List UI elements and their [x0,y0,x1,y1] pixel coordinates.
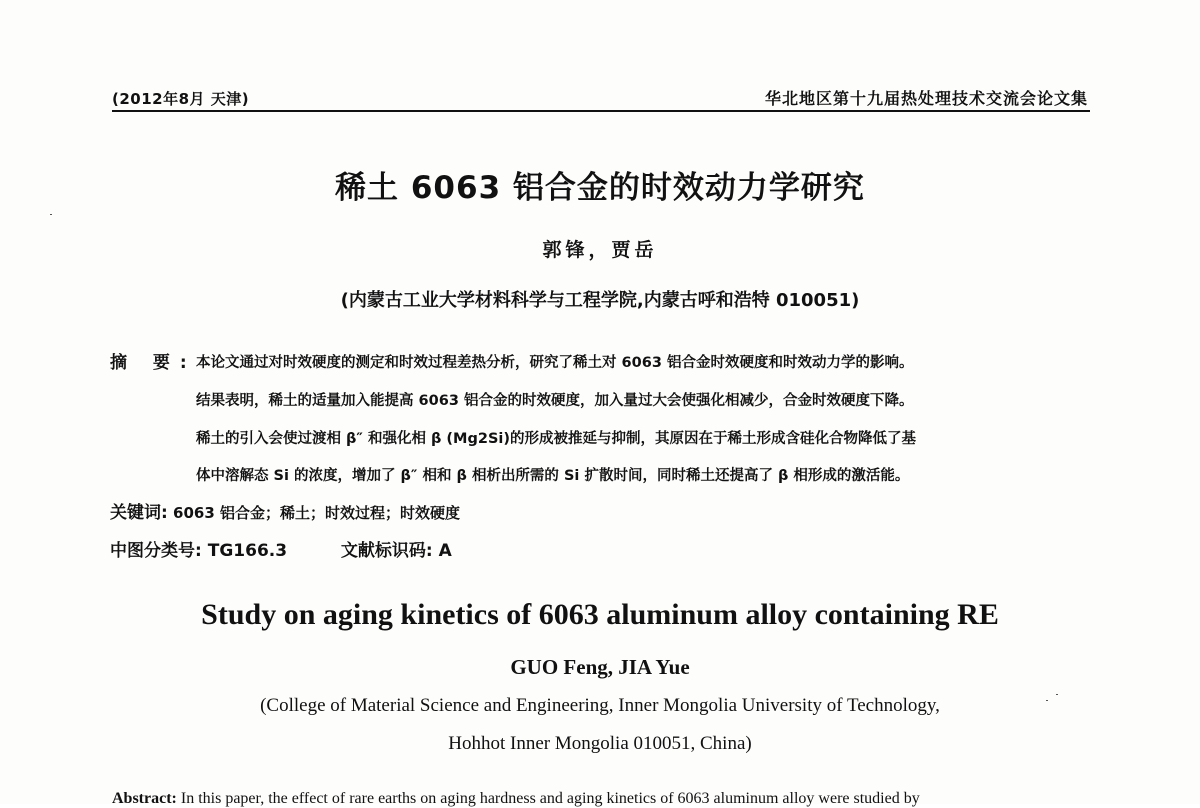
clc-label: 中图分类号: [110,541,202,561]
running-header-proceedings: 华北地区第十九届热处理技术交流会论文集 [764,89,1088,108]
abstract-line-2: 结果表明，稀土的适量加入能提高 6063 铝合金的时效硬度，加入量过大会使强化相减少，合金时效硬度下降。 [196,393,914,409]
header-divider [112,110,1090,112]
abstract-line-1: 本论文通过对时效硬度的测定和时效过程差热分析，研究了稀土对 6063 铝合金时效硬度和时效动力学的影响。 [196,355,914,371]
abstract-text-english: In this paper, the effect of rare earths on aging hardness and aging kinetics of 6063 aluminum alloy were studied by [180,790,920,807]
abstract-english [112,790,1092,808]
running-header-date: (2012年8月 天津) [112,90,250,108]
authors-english: GUO Feng, JIA Yue [510,655,690,679]
doc-code-label: 文献标识码: [340,541,433,561]
keywords-label: 关键词: [110,503,168,523]
keywords-chinese [110,498,460,523]
clc-value: TG166.3 [207,541,288,561]
affiliation-english-line-1: (College of Material Science and Engineering, Inner Mongolia University of Technology, [260,695,940,716]
abstract-label-chinese: 摘 要: [110,353,197,373]
abstract-line-4: 体中溶解态 Si 的浓度，增加了 β″ 相和 β 相析出所需的 Si 扩散时间，同时稀土还提高了 β 相形成的激活能。 [196,468,910,484]
abstract-label-english: Abstract: [112,790,177,807]
paper-title-chinese: 稀土 6063 铝合金的时效动力学研究 [335,170,865,206]
doc-code-value: A [438,541,452,561]
affiliation-chinese: (内蒙古工业大学材料科学与工程学院,内蒙古呼和浩特 010051) [340,290,860,311]
scan-speck [50,214,52,215]
abstract-line-3: 稀土的引入会使过渡相 β″ 和强化相 β (Mg2Si)的形成被推延与抑制，其原因在于稀土形成含硅化合物降低了基 [196,431,916,447]
keywords-value: 6063 铝合金；稀土；时效过程；时效硬度 [173,504,461,522]
authors-chinese: 郭锋，贾岳 [542,239,658,261]
classification-line [110,536,452,561]
paper-title-english: Study on aging kinetics of 6063 aluminum alloy containing RE [201,598,999,631]
affiliation-english-line-2: Hohhot Inner Mongolia 010051, China) [448,733,752,754]
scan-speck [1056,694,1058,695]
scan-speck [1046,700,1048,701]
